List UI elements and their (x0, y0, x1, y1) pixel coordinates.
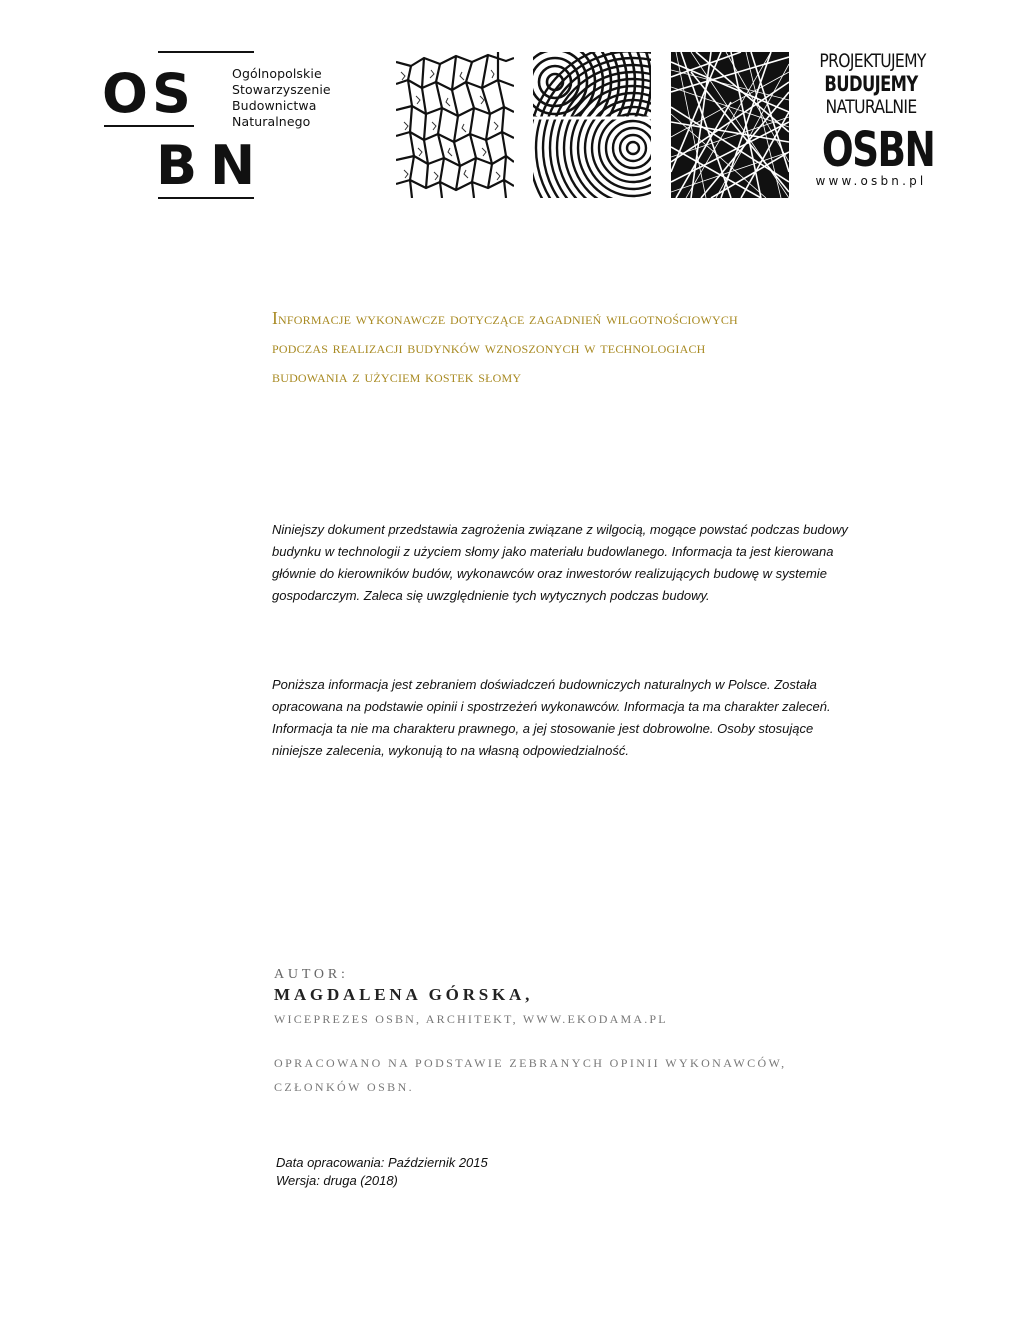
text-line: głównie do kierowników budów, wykonawców oraz inwestorów realizujących budowę w systemie (272, 566, 827, 581)
cracked-earth-texture (396, 52, 514, 198)
brand-wordmark: OSBN (821, 122, 935, 178)
logo-letter-s: S (152, 62, 191, 125)
slogan-block (808, 50, 934, 188)
title-line: Informacje wykonawcze dotyczące zagadnień wilgotnościowych (272, 308, 738, 328)
text-line: Informacja ta nie ma charakteru prawnego, a jej stosowanie jest dobrowolne. Osoby stosujące (272, 721, 814, 736)
based-on-note (274, 1051, 874, 1099)
slogan-line-bold: BUDUJEMY (824, 72, 918, 96)
logo-letter-o: O (102, 62, 148, 125)
text-line: budynku w technologii z użyciem słomy jako materiału budowlanego. Informacja ta jest kierowana (272, 544, 834, 559)
slogan-line: NATURALNIE (825, 96, 917, 118)
based-on-line: CZŁONKÓW OSBN. (274, 1080, 415, 1094)
title-line: podczas realizacji budynków wznoszonych w technologiach (272, 337, 706, 357)
document-title (272, 304, 932, 391)
logo-org-line: Ogólnopolskie (232, 66, 322, 81)
text-line: opracowana na podstawie opinii i spostrzeżeń wykonawców. Informacja ta ma charakter zaleceń. (272, 699, 831, 714)
document-meta (276, 1154, 488, 1190)
logo-org-line: Naturalnego (232, 114, 311, 129)
title-line: budowania z użyciem kostek słomy (272, 366, 522, 386)
text-line: gospodarczym. Zaleca się uwzględnienie tych wytycznych podczas budowy. (272, 588, 710, 603)
author-role: WICEPREZES OSBN, ARCHITEKT, WWW.EKODAMA.PL (274, 1012, 668, 1026)
slogan-line: PROJEKTUJEMY (819, 50, 926, 72)
based-on-line: OPRACOWANO NA PODSTAWIE ZEBRANYCH OPINII WYKONAWCÓW, (274, 1056, 787, 1070)
text-line: niniejsze zalecenia, wykonują to na własną odpowiedzialność. (272, 743, 629, 758)
text-line: Niniejszy dokument przedstawia zagrożenia związane z wilgocią, mogące powstać podczas budowy (272, 522, 848, 537)
author-label: AUTOR: (274, 967, 349, 982)
version-line: Wersja: druga (2018) (276, 1173, 398, 1188)
disclaimer-paragraph (272, 674, 882, 762)
author-name: MAGDALENA GÓRSKA, (274, 985, 534, 1004)
intro-paragraph (272, 519, 882, 607)
logo-org-name (232, 66, 331, 130)
osbn-logo (98, 50, 338, 202)
text-line: Poniższa informacja jest zebraniem doświadczeń budowniczych naturalnych w Polsce. Została (272, 677, 817, 692)
logo-letter-n: N (210, 134, 256, 197)
logo-letter-b: B (156, 134, 198, 197)
tree-rings-texture (533, 52, 651, 198)
website-link[interactable]: www.osbn.pl (815, 174, 927, 188)
logo-org-line: Budownictwa (232, 98, 317, 113)
date-line: Data opracowania: Październik 2015 (276, 1155, 488, 1170)
logo-org-line: Stowarzyszenie (232, 82, 331, 97)
straw-fibers-texture (671, 52, 789, 198)
